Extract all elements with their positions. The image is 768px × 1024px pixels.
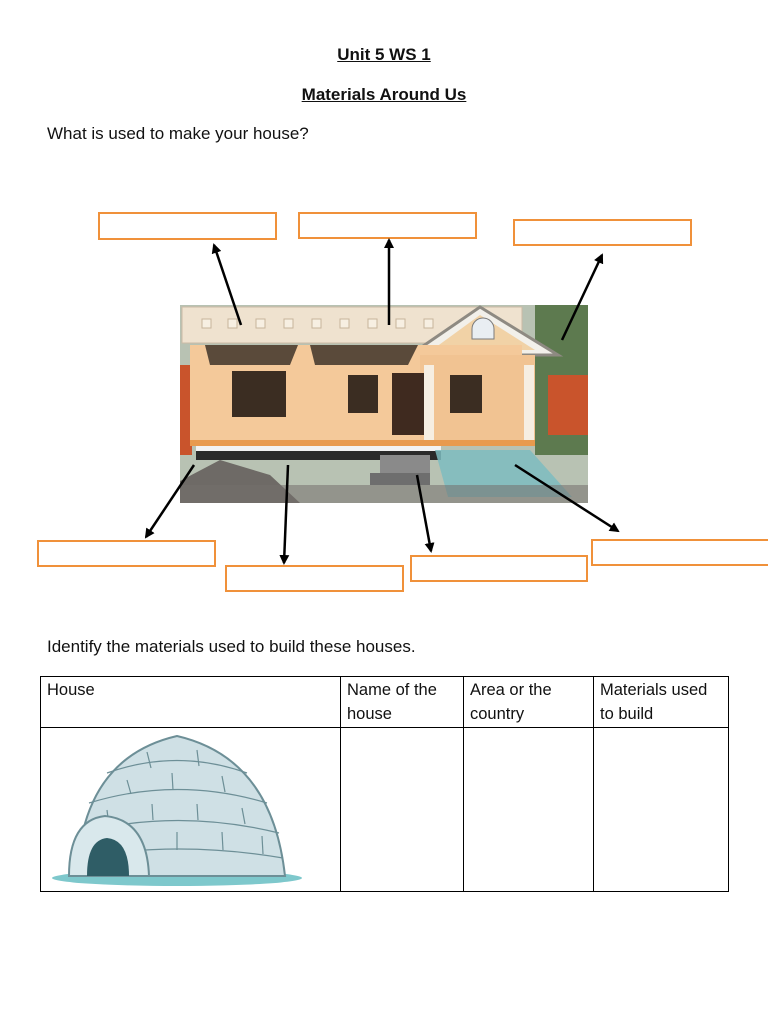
answer-box-gravel[interactable] (37, 540, 216, 567)
worksheet-unit-title: Unit 5 WS 1 (337, 45, 431, 64)
header-house: House (41, 677, 341, 728)
cell-name[interactable] (341, 728, 464, 892)
question-1: What is used to make your house? (47, 124, 309, 143)
header-name-of-house: Name of the house (341, 677, 464, 728)
answer-box-steps[interactable] (410, 555, 588, 582)
answer-box-roof-center[interactable] (298, 212, 477, 239)
materials-table (40, 676, 729, 892)
answer-box-foundation[interactable] (225, 565, 404, 592)
answer-box-floor-tiles[interactable] (591, 539, 768, 566)
house-image-cell (41, 728, 341, 892)
answer-box-roof-right[interactable] (513, 219, 692, 246)
house-photo (180, 305, 588, 503)
cell-area[interactable] (464, 728, 594, 892)
worksheet-title: Materials Around Us (301, 85, 467, 104)
table-row (41, 728, 729, 892)
question-2: Identify the materials used to build these houses. (47, 637, 416, 656)
igloo-image (47, 728, 309, 888)
answer-box-roof-left[interactable] (98, 212, 277, 240)
cell-materials[interactable] (594, 728, 729, 892)
header-materials: Materials used to build (594, 677, 729, 728)
header-area-country: Area or the country (464, 677, 594, 728)
